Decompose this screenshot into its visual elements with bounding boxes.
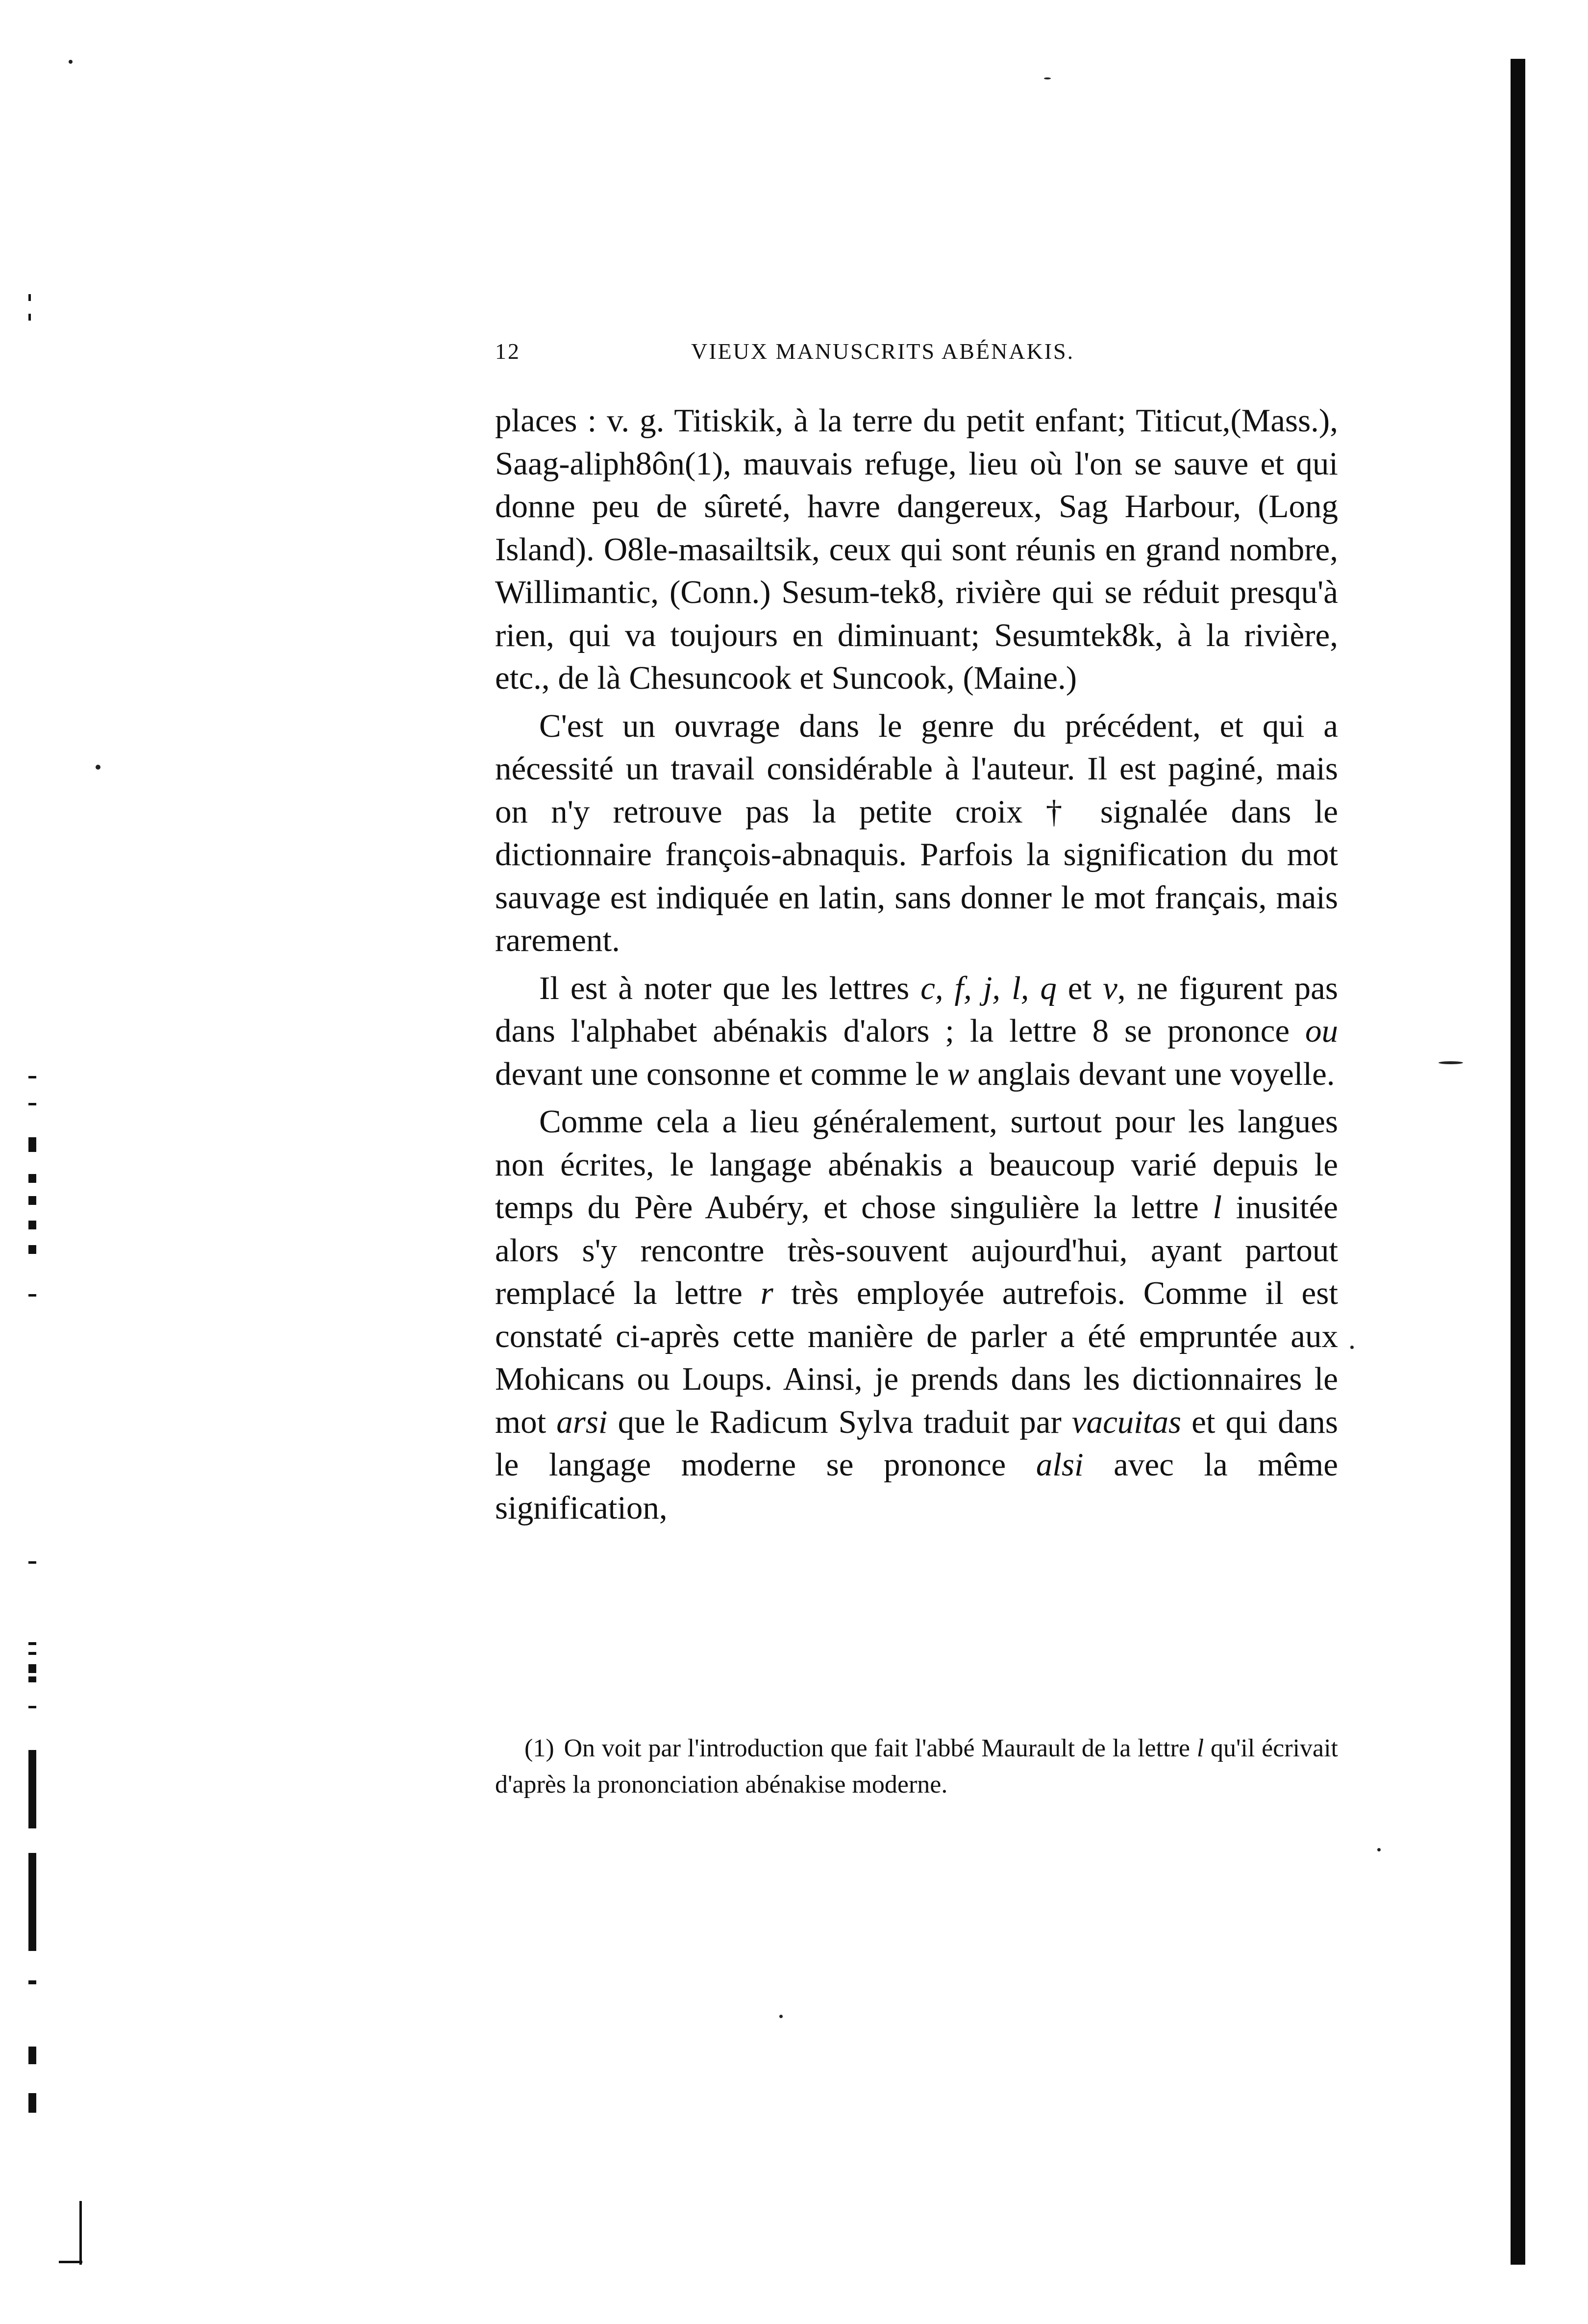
scan-speck	[1350, 1346, 1354, 1349]
text-run: Il est à noter que les lettres	[539, 970, 921, 1006]
page-number: 12	[495, 339, 521, 364]
italic-term: alsi	[1036, 1447, 1084, 1483]
text-run: anglais devant une voyelle.	[969, 1055, 1335, 1092]
text-run: inusitée alors s'y rencontre très-souvent aujourd'hui, ayant partout remplacé la lettre	[495, 1189, 1338, 1311]
margin-mark	[28, 2093, 36, 2113]
text-run: devant une consonne et comme le	[495, 1055, 947, 1092]
text-run: , mauvais refuge, lieu où l'on se sauve et qui donne peu de sûreté, havre dangereux, Sag Harbour, (Long Island). O8le-masailtsik, ceux qui sont réunis en grand nombre, Willimantic, (Conn.) Sesum-tek8, rivière qui se réduit presqu'à rien, qui va toujours en diminuant; Sesumtek8k, à la rivière, etc., de là Chesuncook et Suncook, (Maine.)	[495, 445, 1338, 696]
margin-mark	[28, 1750, 36, 1828]
margin-mark	[28, 1221, 36, 1229]
margin-mark	[28, 1245, 36, 1254]
margin-mark	[28, 1174, 36, 1183]
margin-mark	[28, 1664, 36, 1673]
text-run: que le Radicum Sylva traduit par	[607, 1403, 1072, 1440]
margin-mark	[28, 1652, 36, 1655]
footnote-reference: (1)	[685, 445, 723, 482]
italic-letter: w	[947, 1055, 969, 1092]
margin-mark	[79, 2201, 82, 2265]
italic-term: vacuitas	[1071, 1403, 1182, 1440]
italic-letter: r	[760, 1275, 773, 1311]
margin-mark	[28, 314, 31, 321]
text-run: et qui dans le langage moderne se prononce	[495, 1403, 1338, 1483]
margin-mark	[28, 1076, 36, 1078]
footnote-label: (1)	[524, 1734, 554, 1762]
margin-mark	[28, 1137, 36, 1152]
margin-mark	[28, 1642, 36, 1645]
margin-mark	[28, 1676, 36, 1682]
margin-mark	[28, 1561, 36, 1564]
text-run: Comme cela a lieu généralement, surtout pour les langues non écrites, le langage abénakis a beaucoup varié depuis le temps du Père Aubéry, et chose singulière la lettre	[495, 1103, 1338, 1225]
scan-speck	[779, 2015, 783, 2018]
text-run: très employée autrefois. Comme il est constaté ci-après cette manière de parler a été empruntée aux Mohicans ou Loups. Ainsi, je prends dans les dictionnaires le mot	[495, 1275, 1338, 1440]
running-title: VIEUX MANUSCRITS ABÉNAKIS.	[691, 339, 1075, 364]
paragraph-1	[495, 400, 1338, 700]
paragraph-2: C'est un ouvrage dans le genre du précédent, et qui a nécessité un travail considérable à l'auteur. Il est paginé, mais on n'y retrouve pas la petite croix † signalée dans le dictionnaire françois-abnaquis. Parfois la signification du mot sauvage est indiquée en latin, sans donner le mot français, mais rarement.	[495, 707, 1338, 958]
margin-mark	[28, 1196, 36, 1205]
text-run: , ne figurent pas dans l'alphabet abénakis d'alors ; la lettre 8 se prononce	[495, 970, 1338, 1049]
scan-speck	[69, 60, 73, 64]
italic-term: arsi	[556, 1403, 608, 1440]
italic-letter: v	[1103, 970, 1117, 1006]
left-margin-scan-marks	[0, 0, 98, 2324]
italic-term: ou	[1305, 1013, 1338, 1049]
margin-mark	[28, 1980, 36, 1984]
margin-mark	[28, 1294, 36, 1297]
text-run: places : v. g. Titiskik, à la terre du petit enfant; Titicut,(Mass.), Saag-aliph8ôn	[495, 402, 1338, 482]
margin-mark	[28, 2047, 36, 2064]
italic-letters: c, f, j, l, q	[920, 970, 1057, 1006]
italic-letter: l	[1196, 1734, 1204, 1762]
paragraph-4	[495, 1100, 1338, 1529]
scan-speck	[1044, 77, 1051, 79]
scan-speck	[1377, 1848, 1381, 1851]
text-run: avec la même signification,	[495, 1447, 1338, 1526]
margin-mark	[59, 2261, 82, 2263]
body-text	[495, 400, 1338, 1534]
running-head	[495, 338, 1348, 373]
margin-mark	[28, 1706, 36, 1708]
margin-mark	[28, 1103, 36, 1105]
text-run: et	[1056, 970, 1103, 1006]
footnote	[495, 1730, 1338, 1803]
scan-edge-bar	[1511, 59, 1525, 2265]
margin-mark	[28, 294, 31, 301]
text-run: On voit par l'introduction que fait l'abbé Maurault de la lettre	[564, 1734, 1197, 1762]
paragraph-3	[495, 967, 1338, 1096]
scan-speck	[96, 765, 100, 770]
text-run: qu'il écrivait d'après la prononciation abénakise moderne.	[495, 1734, 1338, 1799]
scan-speck	[1439, 1061, 1463, 1064]
italic-letter: l	[1213, 1189, 1222, 1225]
margin-mark	[28, 1853, 36, 1951]
